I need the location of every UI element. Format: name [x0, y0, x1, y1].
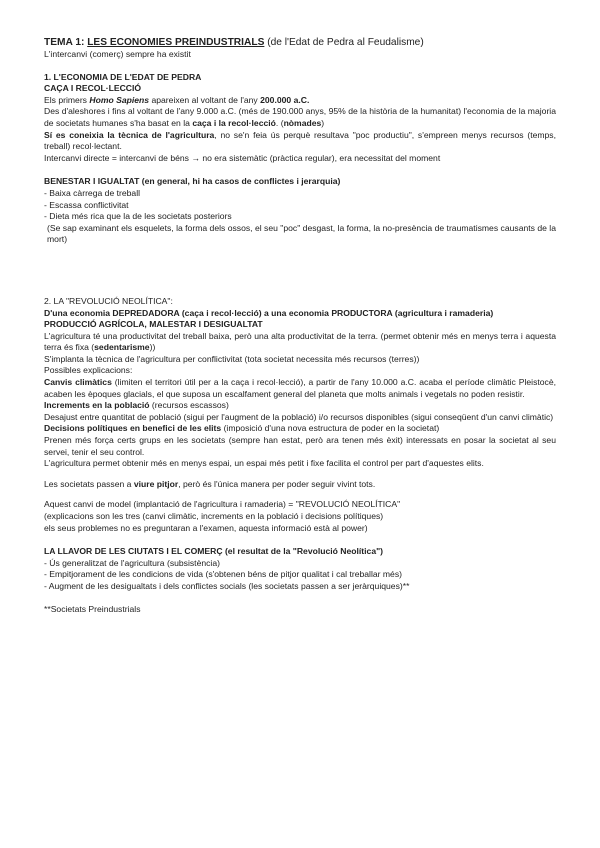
title-main: LES ECONOMIES PREINDUSTRIALS — [87, 37, 265, 48]
section3-subheading: PRODUCCIÓ AGRÍCOLA, MALESTAR I DESIGUALTAT — [44, 319, 263, 330]
section1-heading: 1. L'ECONOMIA DE L'EDAT DE PEDRA — [44, 71, 202, 82]
paragraph: Les societats passen a viure pitjor, però és l'única manera per poder seguir vivint tots. — [44, 478, 376, 489]
paragraph: Des d'aleshores i fins al voltant de l'any 9.000 a.C. (més de 190.000 anys, 95% de la història de la humanitat) l'economia de la majoria de societats humanes s'ha basat en la caça i la recol·lecció. (nòmades) — [44, 106, 556, 128]
list-item: - Empitjorament de les condicions de vida (s'obtenen béns de pitjor qualitat i cal treballar més) — [44, 569, 402, 580]
paragraph: Increments en la població (recursos escassos) — [44, 400, 229, 411]
page-title — [44, 36, 556, 49]
list-item: - Escassa conflictivitat — [44, 199, 129, 210]
paragraph: S'implanta la tècnica de l'agricultura per conflictivitat (tota societat necessita més recursos (terres)) — [44, 353, 420, 364]
section2-note: (Se sap examinant els esquelets, la forma dels ossos, el seu "poc" desgast, la forma, la no-presència de traumatismes causants de la mort) — [47, 222, 556, 245]
paragraph: D'una economia DEPREDADORA (caça i recol·lecció) a una economia PRODUCTORA (agricultura i ramaderia) — [44, 307, 494, 318]
footnote: **Societats Preindustrials — [44, 603, 141, 614]
paragraph: Decisions polítiques en benefici de les elits (imposició d'una nova estructura de poder en la societat) — [44, 423, 440, 434]
paragraph: Intercanvi directe = intercanvi de béns → no era sistemàtic (pràctica regular), era necessitat del moment — [44, 152, 441, 163]
section2-heading: BENESTAR I IGUALTAT (en general, hi ha casos de conflictes i jerarquia) — [44, 176, 341, 187]
list-item: - Dieta més rica que la de les societats posteriors — [44, 211, 232, 222]
title-prefix: TEMA 1: — [44, 37, 88, 48]
list-item: - Ús generalitzat de l'agricultura (subsistència) — [44, 557, 220, 568]
paragraph: L'agricultura té una productivitat del treball baixa, però una alta productivitat de la terra. (permet obtenir més en menys terra i aquesta terra és fixa (sedentarisme)) — [44, 330, 556, 353]
title-suffix: (de l'Edat de Pedra al Feudalisme) — [264, 37, 424, 48]
list-item: - Augment de les desigualtats i dels conflictes socials (les societats passen a ser jeràrquiques)** — [44, 580, 410, 591]
section3-heading: 2. LA "REVOLUCIÓ NEOLÍTICA": — [44, 295, 173, 306]
paragraph: (explicacions son les tres (canvi climàtic, increments en la població i decisions polítiques) — [44, 511, 384, 521]
section4-heading: LA LLAVOR DE LES CIUTATS I EL COMERÇ (el resultat de la "Revolució Neolítica") — [44, 546, 384, 557]
paragraph: els seus problemes no es preguntaran a l'examen, aquesta informació està al power) — [44, 522, 368, 533]
paragraph: Sí es coneixia la tècnica de l'agricultura, no se'n feia ús perquè resultava "poc productiu", s'empreen menys recursos (temps, treball) recol·lectant. — [44, 129, 556, 152]
paragraph: Prenen més força certs grups en les societats (sempre han estat, però ara tenen més èxit) interessats en posar la societat al seu servei, tenir el seu control. — [44, 435, 556, 457]
paragraph: L'agricultura permet obtenir més en menys espai, un espai més petit i fixe facilita el control per part d'aquestes elits. — [44, 458, 484, 469]
paragraph: Desajust entre quantitat de població (sigui per l'augment de la població) i/o recursos disponibles (sigui conseqüent d'un canvi climàtic) — [44, 411, 554, 422]
section1-subheading: CAÇA I RECOL·LECCIÓ — [44, 83, 142, 94]
paragraph: Els primers Homo Sapiens apareixen al voltant de l'any 200.000 a.C. — [44, 94, 310, 105]
paragraph: Possibles explicacions: — [44, 365, 133, 376]
paragraph: Canvis climàtics (limiten el territori útil per a la caça i recol·lecció), a partir de l'any 10.000 a.C. acaba el període climàtic Pleistocè, acaben les èpoques glacials, el que suposa un escalfament general del planeta que molts animals i vegetals no poden resistir. — [44, 377, 556, 399]
intro-line: L'intercanvi (comerç) sempre ha existit — [44, 49, 191, 59]
paragraph: Aquest canvi de model (implantació de l'agricultura i ramaderia) = "REVOLUCIÓ NEOLÍTICA" — [44, 499, 401, 510]
list-item: - Baixa càrrega de treball — [44, 187, 141, 198]
